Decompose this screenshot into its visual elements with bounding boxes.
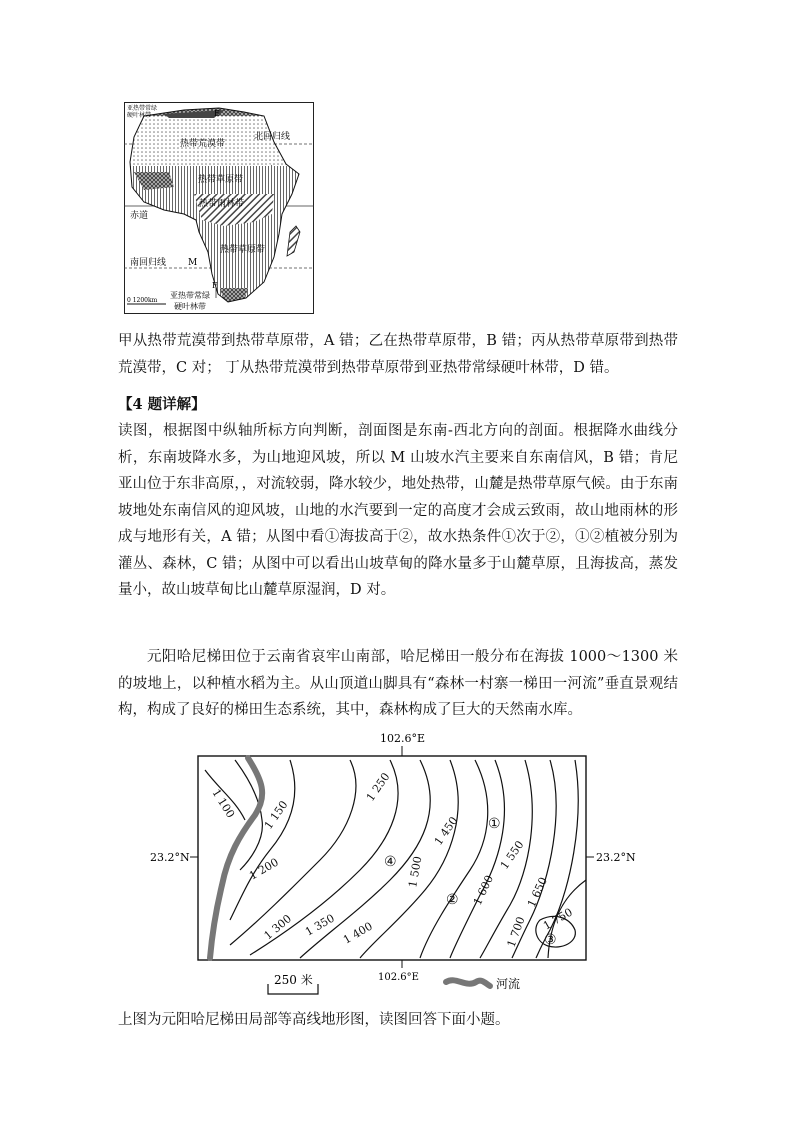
lat-label-right: 23.2°N bbox=[596, 851, 636, 864]
scale-label: 250 米 bbox=[274, 973, 313, 987]
contour-label-1500: 1 500 bbox=[406, 855, 425, 889]
map-label-tropic-capricorn: 南回归线 bbox=[130, 258, 167, 268]
map-label-subtropical-bottom: 亚热带常绿 bbox=[170, 291, 210, 300]
map-label-rainforest: 热带雨林带 bbox=[199, 199, 245, 209]
contour-label-1750: 1 750 bbox=[541, 905, 575, 933]
contour-label-1550: 1 550 bbox=[497, 838, 527, 872]
legend-river-label: 河流 bbox=[496, 977, 521, 991]
contour-label-1100: 1 100 bbox=[209, 786, 238, 821]
africa-vegetation-map bbox=[124, 102, 314, 314]
contour-label-1200: 1 200 bbox=[247, 855, 281, 883]
figure-caption: 上图为元阳哈尼梯田局部等高线地形图，读图回答下面小题。 bbox=[118, 1012, 510, 1028]
contour-label-1400: 1 400 bbox=[341, 919, 375, 947]
point-4: ④ bbox=[384, 854, 397, 870]
point-2: ② bbox=[446, 892, 459, 908]
map-label-subtropical-top-2: 硬叶林带 bbox=[127, 112, 152, 119]
contour-label-1450: 1 450 bbox=[431, 814, 461, 848]
contour-label-1300: 1 300 bbox=[261, 912, 295, 943]
map-label-subtropical-bottom-2: 硬叶林带 bbox=[174, 302, 206, 311]
map-label-F: F bbox=[212, 281, 218, 290]
contour-label-1700: 1 700 bbox=[504, 914, 528, 950]
point-3: ③ bbox=[544, 932, 557, 948]
map-label-subtropical-top: 亚热带常绿 bbox=[127, 105, 158, 112]
intro-paragraph: 元阳哈尼梯田位于云南省哀牢山南部，哈尼梯田一般分布在海拔 1000～1300 米的坡地上，以种植水稻为主。从山顶道山脚具有“森林一村寨一梯田一河流”垂直景观结构，构成了良好的梯田生态系统，其中，森林构成了巨大的天然南水库。 bbox=[118, 649, 678, 718]
map-label-desert: 热带荒漠带 bbox=[180, 139, 226, 149]
map-label-scale: 0 1200km bbox=[127, 297, 158, 304]
map-label-M: M bbox=[188, 258, 198, 268]
map-label-E: E bbox=[214, 109, 220, 118]
contour-label-1650: 1 650 bbox=[524, 875, 551, 910]
contour-label-1600: 1 600 bbox=[470, 873, 497, 908]
contour-label-1350: 1 350 bbox=[303, 911, 337, 939]
answer-paragraph-4: 读图，根据图中纵轴所标方向判断，剖面图是东南-西北方向的剖面。根据降水曲线分析，东南坡降水多，为山地迎风坡，所以 M 山坡水汽主要来自东南信风，B 错；肯尼亚山位于东非高原，，对流较弱，降水较少，地处热带，山麓是热带草原气候。由于东南坡地处东南信风的迎风坡，山地的水汽要到一定的高度才会成云致雨，故山地雨林的形成与地形有关，A 错；从图中看①海拔高于②，故水热条件①次于②，①②植被分别为灌丛、森林，C 错；从图中可以看出山坡草甸的降水量多于山麓草原，且海拔高，蒸发量小，故山坡草甸比山麓草原湿润，D 对。 bbox=[118, 423, 678, 598]
answer-paragraph-3: 甲从热带荒漠带到热带草原带，A 错；乙在热带草原带，B 错；丙从热带草原带到热带荒漠带，C 对； 丁从热带荒漠带到热带草原带到亚热带常绿硬叶林带，D 错。 bbox=[118, 333, 678, 376]
legend-river-symbol bbox=[446, 980, 490, 986]
lon-label-bottom: 102.6°E bbox=[378, 972, 419, 983]
map-label-tropic-cancer: 北回归线 bbox=[254, 132, 291, 142]
point-1: ① bbox=[488, 816, 501, 832]
lon-label-top: 102.6°E bbox=[380, 732, 426, 745]
map-label-equator: 赤道 bbox=[130, 211, 149, 221]
lat-label-left: 23.2°N bbox=[150, 851, 190, 864]
contour-map bbox=[150, 730, 644, 1000]
map-label-savanna-north: 热带草原带 bbox=[198, 175, 244, 185]
map-label-savanna-south: 热带草原带 bbox=[220, 245, 266, 255]
contour-label-1250: 1 250 bbox=[363, 770, 393, 804]
section-heading-q4: 【4 题详解】 bbox=[118, 396, 206, 413]
contour-label-1150: 1 150 bbox=[261, 798, 291, 832]
